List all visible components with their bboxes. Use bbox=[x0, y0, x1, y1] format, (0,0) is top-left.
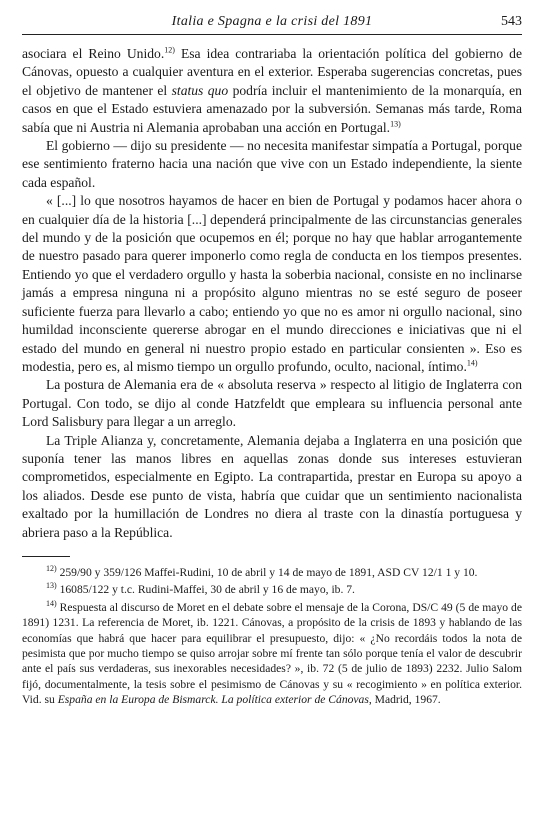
paragraph-2: El gobierno — dijo su presidente — no necesita manifestar simpatía a Portugal, porque ese sentimiento fraterno hacia una nación que vive con un Estado independiente, la siente cada español. bbox=[22, 138, 522, 190]
footnote-14-text-b: , Madrid, 1967. bbox=[368, 693, 441, 707]
footnote-ref-13: 13) bbox=[390, 119, 401, 129]
paragraph-5: La Triple Alianza y, concretamente, Alemania dejaba a Inglaterra en una posición que suponía tener las manos libres en aquellas zonas donde sus intereses estuvieran comprometidos, especialmente en Egipto. La contrapartida, prestar en Europa su apoyo a los aliados. Desde ese punto de vista, habría que cuidar que un sentimiento nacionalista exaltado por la humillación de Londres no diera al traste con la dinastía portuguesa y abriera paso a la República. bbox=[22, 432, 522, 540]
footnote-ref-14: 14) bbox=[466, 358, 478, 368]
footnote-14 bbox=[22, 600, 522, 708]
footnote-12-text: 259/90 y 359/126 Maffei-Rudini, 10 de abril y 14 de mayo de 1891, ASD CV 12/1 1 y 10. bbox=[56, 565, 478, 579]
footnote-14-book-title: España en la Europa de Bismarck. La política exterior de Cánovas bbox=[57, 693, 369, 707]
p1-text-b: Esa idea contrariaba la orientación política del gobierno de Cánovas, opuesto a cualquier aventura en el exterior. Esperaba sugerencias concretas, pues el objetivo de mantener el bbox=[22, 46, 522, 98]
paragraph-3-quote bbox=[22, 192, 522, 376]
footnote-14-marker: 14) bbox=[46, 598, 57, 608]
footnote-13 bbox=[22, 582, 522, 597]
footnotes bbox=[22, 565, 522, 708]
footnote-12-marker: 12) bbox=[46, 564, 57, 574]
header-rule bbox=[22, 34, 522, 35]
footnote-12 bbox=[22, 565, 522, 580]
footnote-14-text-a: Respuesta al discurso de Moret en el debate sobre el mensaje de la Corona, DS/C 49 (5 de mayo de 1891) 1231. La referencia de Moret, ib. 1221. Cánovas, a propósito de la crisis de 1893 y hablando de las economías que habrá que hacer para equilibrar el presupuesto, dijo: « ¿No recordáis todos la nota de pesimista que por mucho tiempo se quiso arrojar sobre mí frente tan sólo porque tenía el valor de descubrir ante el país sus verdaderas, sus inexorables necesidades? », ib. 72 (5 de julio de 1893) 2232. Julio Salom fijó, documentalmente, la tesis sobre el pesimismo de Cánovas y su « recogimiento » en política exterior. Vid. su bbox=[22, 600, 522, 707]
page-header bbox=[22, 10, 522, 34]
footnote-rule bbox=[22, 556, 70, 557]
book-page bbox=[22, 10, 522, 710]
p1-text-a: asociara el Reino Unido. bbox=[22, 46, 165, 61]
page-number: 543 bbox=[501, 14, 522, 29]
p1-italic: status quo bbox=[171, 82, 229, 98]
p3-text: « [...] lo que nosotros hayamos de hacer en bien de Portugal y podamos hacer ahora o en cualquier día de la historia [...] dependerá principalmente de las circunstancias generales del mundo y de la posición que ocupemos en él; porque no hay que hablar arrogantemente de nuestro pasado para querer imponerlo como regla de conducta en los tiempos presentes. Entiendo yo que el verdadero orgullo y hasta la soberbia nacional, consiste en no inclinarse jamás a empresa ninguna ni a propósito alguno mientras no se esté seguro de poseer suficiente fuerza para llevarlo a cabo; entiendo yo que no es amor ni orgullo nacional, sino humildad inconsciente quererse abrogar en el mundo direcciones e iniciativas que ni el estado del mundo en general ni nuestro propio estado en particular consienten ». Eso es modestia, pero es, al mismo tiempo un orgullo profundo, oculto, nacional, íntimo. bbox=[22, 193, 522, 374]
paragraph-1 bbox=[22, 45, 522, 137]
p1-text-c: podría incluir el mantenimiento de la monarquía, en casos en que el Estado estuviera amenazado por la subversión. Semanas más tarde, Roma sabía que ni Austria ni Alemania aprobaban una acción en Portugal. bbox=[22, 82, 522, 135]
body-text bbox=[22, 45, 522, 542]
running-title: Italia e Spagna e la crisi del 1891 bbox=[171, 14, 373, 29]
footnote-13-marker: 13) bbox=[46, 581, 57, 591]
footnote-ref-12: 12) bbox=[164, 45, 175, 55]
paragraph-4: La postura de Alemania era de « absoluta reserva » respecto al litigio de Inglaterra con Portugal. Con todo, se dijo al conde Hatzfeldt que empleara su influencia personal ante Lord Salisbury para llegar a un arreglo. bbox=[22, 377, 522, 430]
footnote-13-text: 16085/122 y t.c. Rudini-Maffei, 30 de abril y 16 de mayo, ib. 7. bbox=[56, 583, 355, 597]
